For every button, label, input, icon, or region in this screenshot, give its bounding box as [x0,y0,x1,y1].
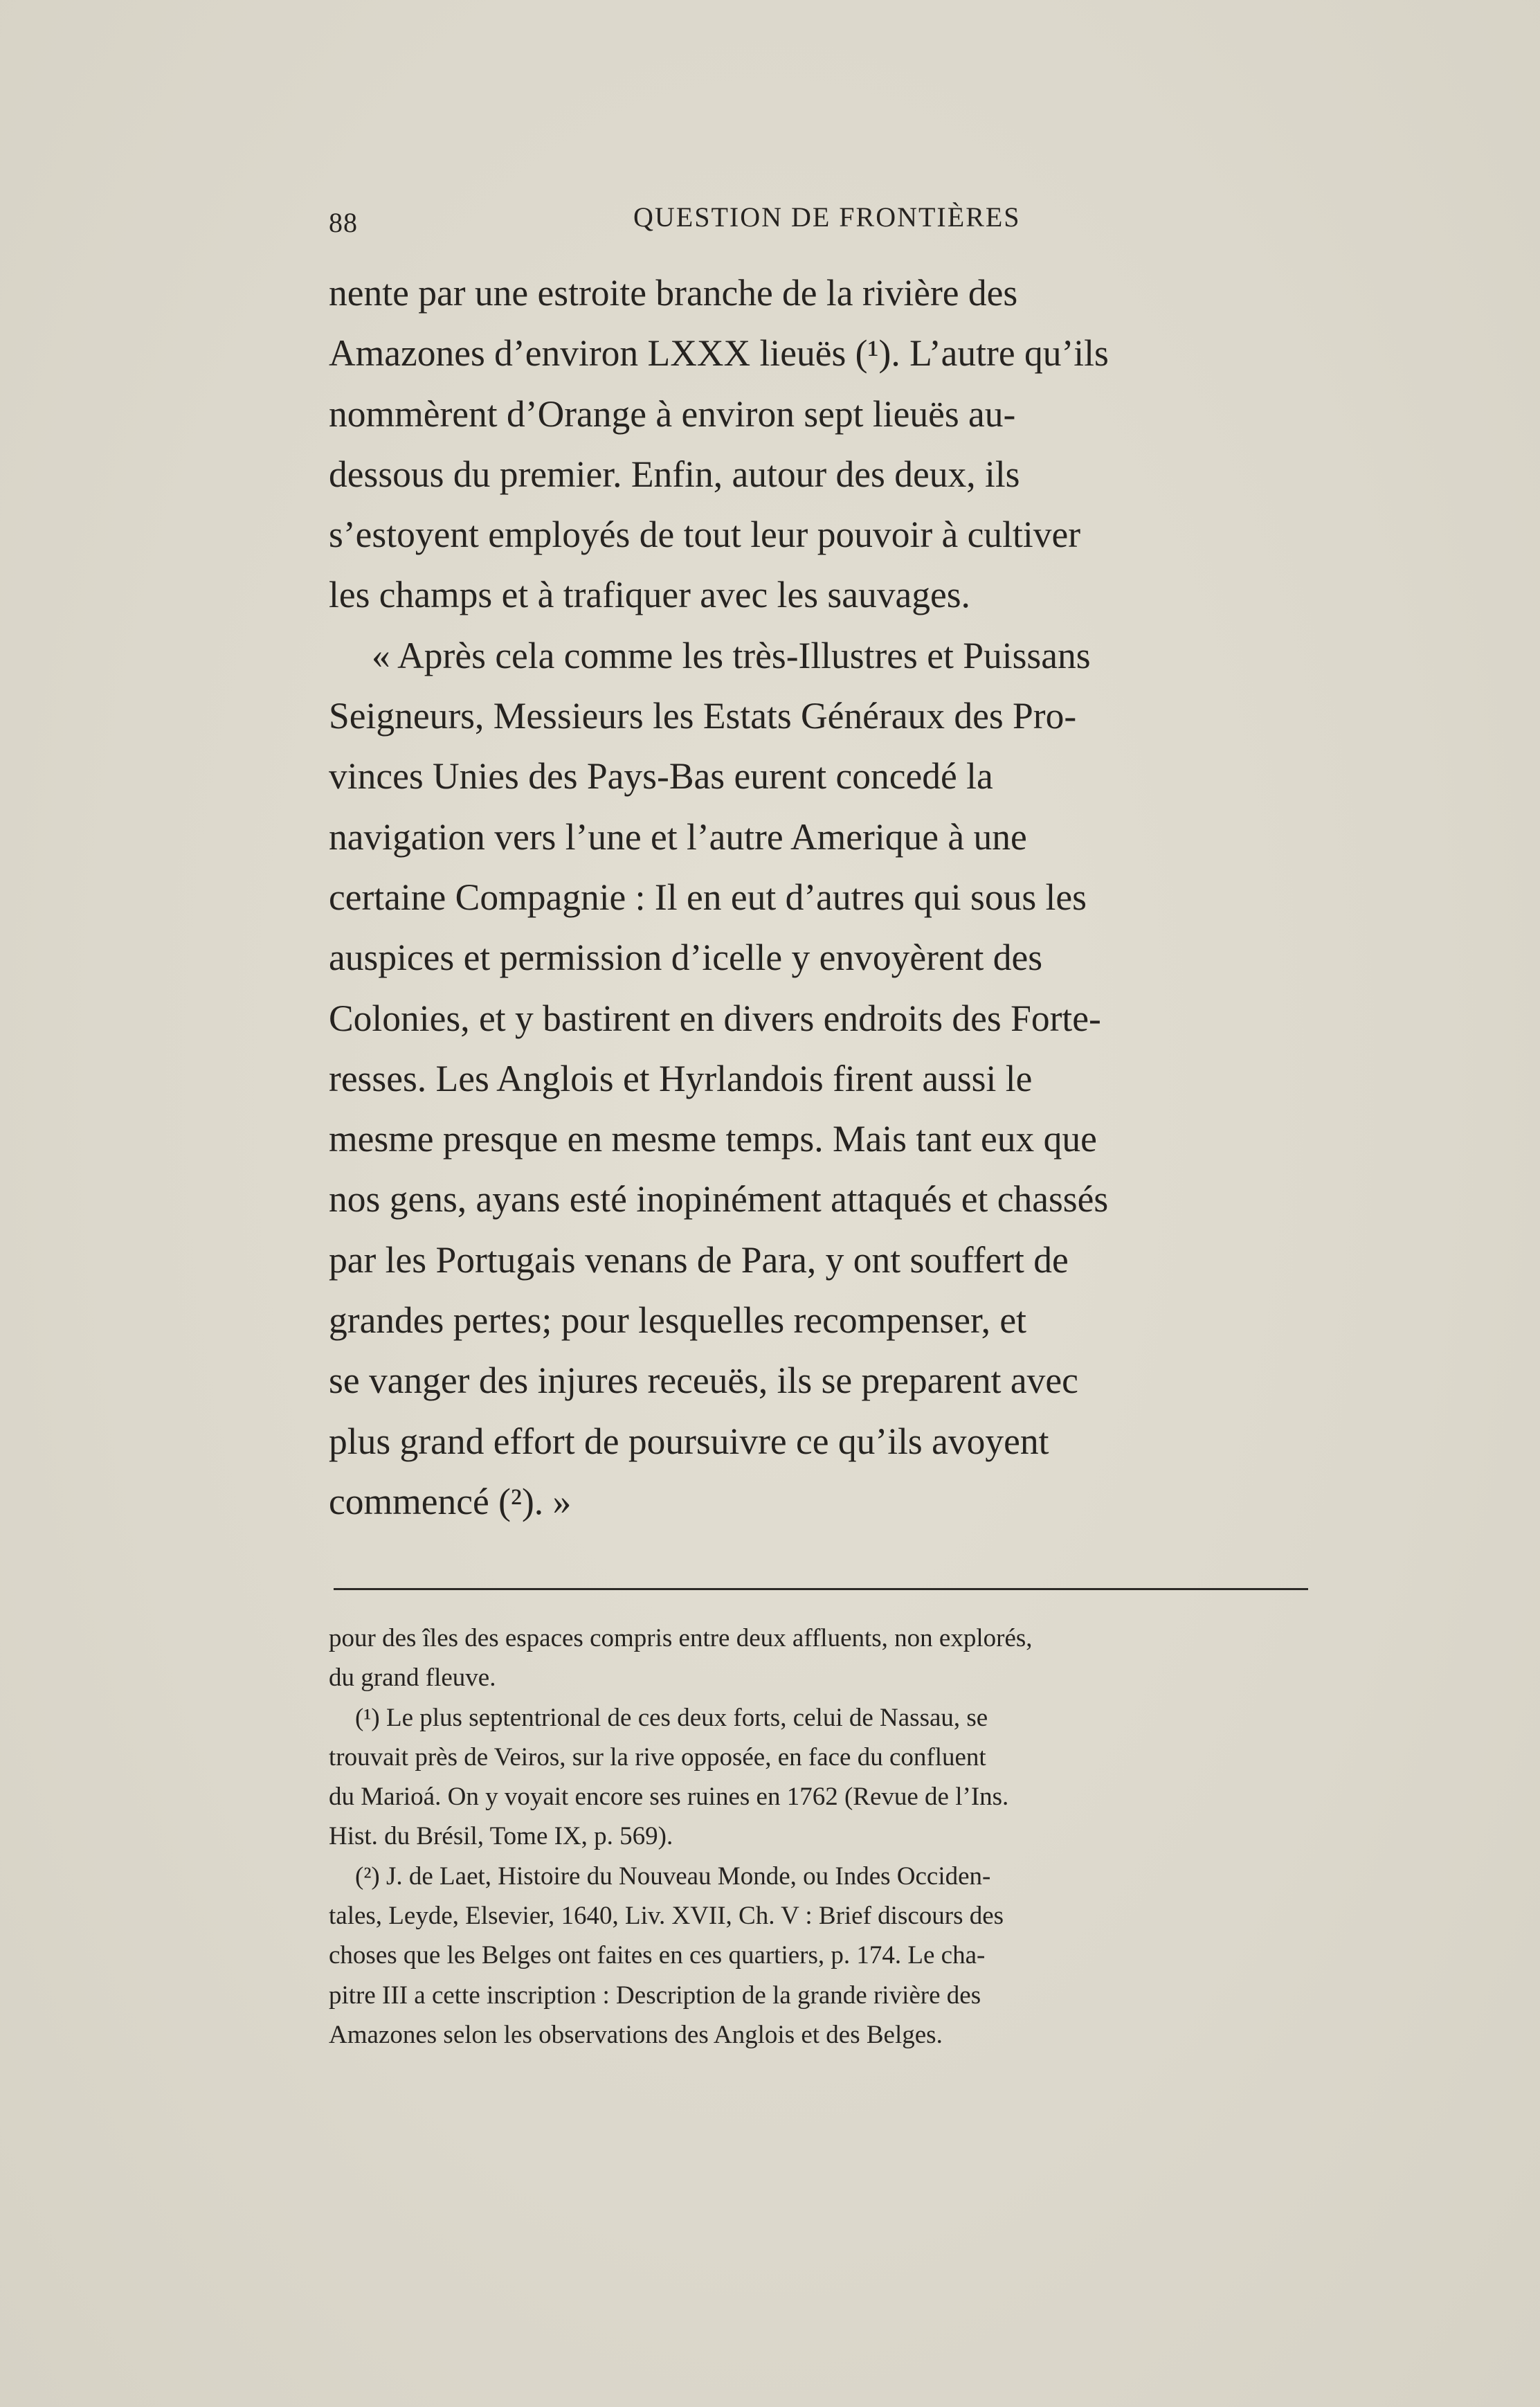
text-line: s’estoyent employés de tout leur pouvoir à cultiver [329,514,1081,556]
text-line: Amazones d’environ LXXX lieuës (¹). L’autre qu’ils [329,332,1109,375]
text-line: nos gens, ayans esté inopinément attaqués et chassés [329,1178,1109,1220]
text-line: les champs et à trafiquer avec les sauvages. [329,574,970,616]
text-line: par les Portugais venans de Para, y ont souffert de [329,1238,1069,1281]
text-line: se vanger des injures receuës, ils se preparent avec [329,1360,1078,1402]
footnote-line: pour des îles des espaces compris entre deux affluents, non explorés, [329,1624,1033,1652]
text-line: certaine Compagnie : Il en eut d’autres qui sous les [329,876,1087,918]
footnote-line: pitre III a cette inscription : Description de la grande rivière des [329,1981,981,2010]
text-line: Seigneurs, Messieurs les Estats Généraux des Pro- [329,695,1077,737]
running-title: QUESTION DE FRONTIÈRES [633,201,1021,233]
footnote-separator-rule [334,1588,1308,1590]
page-number: 88 [329,207,358,238]
footnote-line: (¹) Le plus septentrional de ces deux forts, celui de Nassau, se [355,1703,988,1732]
text-line: nommèrent d’Orange à environ sept lieuës au- [329,393,1016,435]
footnote-line: (²) J. de Laet, Histoire du Nouveau Monde, ou Indes Occiden- [355,1861,991,1891]
text-line: dessous du premier. Enfin, autour des deux, ils [329,453,1020,495]
footnote-line: Amazones selon les observations des Anglois et des Belges. [329,2020,943,2049]
text-line: grandes pertes; pour lesquelles recompenser, et [329,1299,1027,1342]
main-text [329,263,1312,1532]
footnote-line: du grand fleuve. [329,1664,496,1693]
text-line: Colonies, et y bastirent en divers endroits des Forte- [329,997,1101,1039]
footnotes [329,1619,1312,2055]
text-line: mesme presque en mesme temps. Mais tant eux que [329,1118,1097,1160]
text-line: navigation vers l’une et l’autre Amerique à une [329,815,1027,858]
text-line: resses. Les Anglois et Hyrlandois firent aussi le [329,1057,1033,1099]
text-line: plus grand effort de poursuivre ce qu’ils avoyent [329,1420,1049,1462]
footnote-line: du Marioá. On y voyait encore ses ruines en 1762 (Revue de l’Ins. [329,1783,1009,1812]
text-line: « Après cela comme les très-Illustres et Puissans [372,634,1091,676]
text-line: nente par une estroite branche de la rivière des [329,272,1018,314]
footnote-line: trouvait près de Veiros, sur la rive opposée, en face du confluent [329,1742,986,1772]
footnote-line: Hist. du Brésil, Tome IX, p. 569). [329,1822,673,1851]
footnote-line: choses que les Belges ont faites en ces quartiers, p. 174. Le cha- [329,1941,986,1970]
text-line: commencé (²). » [329,1480,572,1522]
text-line: vinces Unies des Pays-Bas eurent concedé la [329,755,993,797]
running-head [329,201,1312,242]
text-line: auspices et permission d’icelle y envoyèrent des [329,937,1043,979]
footnote-line: tales, Leyde, Elsevier, 1640, Liv. XVII, Ch. V : Brief discours des [329,1902,1004,1931]
